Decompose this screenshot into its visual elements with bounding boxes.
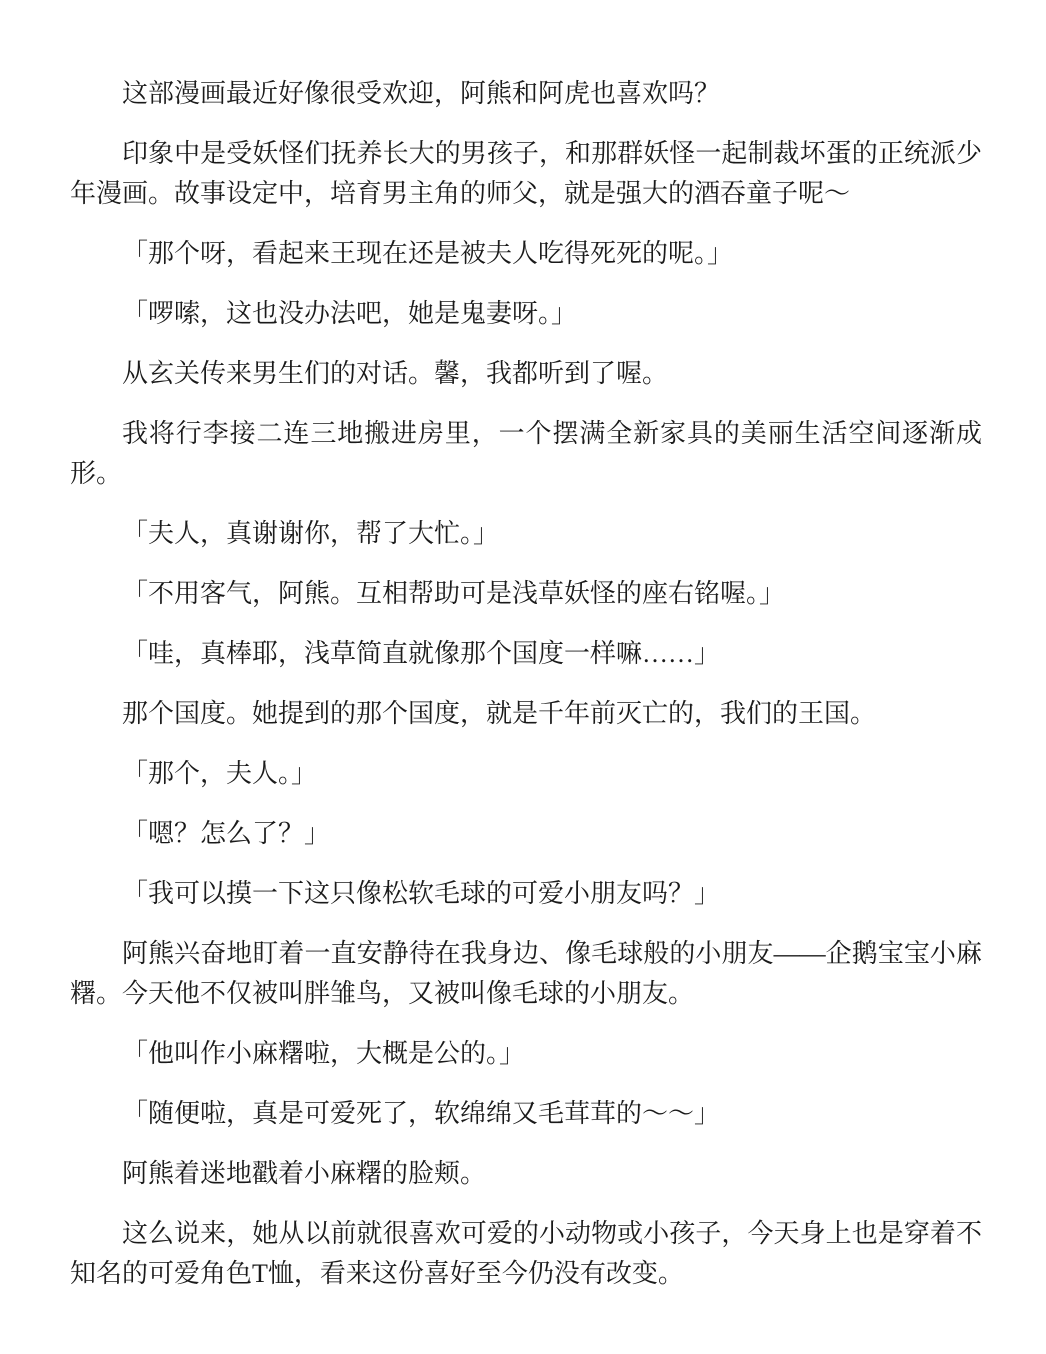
paragraph: 那个国度。她提到的那个国度，就是千年前灭亡的，我们的王国。 [122,699,877,728]
paragraph: 这部漫画最近好像很受欢迎，阿熊和阿虎也喜欢吗？ [122,79,721,108]
paragraph: 「我可以摸一下这只像松软毛球的可爱小朋友吗？」 [122,879,721,908]
paragraph: 「那个呀，看起来王现在还是被夫人吃得死死的呢。」 [122,239,734,268]
paragraph: 「随便啦，真是可爱死了，软绵绵又毛茸茸的～～」 [122,1099,721,1128]
paragraph: 「夫人，真谢谢你，帮了大忙。」 [122,519,500,548]
paragraph: 从玄关传来男生们的对话。馨，我都听到了喔。 [122,359,669,388]
paragraph: 「他叫作小麻糬啦，大概是公的。」 [122,1039,526,1068]
page-content [70,74,982,1294]
paragraph: 阿熊兴奋地盯着一直安静待在我身边、像毛球般的小朋友——企鹅宝宝小麻糬。今天他不仅被叫胖雏鸟，又被叫像毛球的小朋友。 [70,939,982,1008]
paragraph: 「哇，真棒耶，浅草简直就像那个国度一样嘛……」 [122,639,721,668]
paragraph: 「啰嗦，这也没办法吧，她是鬼妻呀。」 [122,299,578,328]
paragraph: 这么说来，她从以前就很喜欢可爱的小动物或小孩子，今天身上也是穿着不知名的可爱角色T恤，看来这份喜好至今仍没有改变。 [70,1219,982,1288]
paragraph: 「嗯？怎么了？」 [122,819,331,848]
paragraph: 「不用客气，阿熊。互相帮助可是浅草妖怪的座右铭喔。」 [122,579,786,608]
paragraph: 「那个，夫人。」 [122,759,318,788]
paragraph: 阿熊着迷地戳着小麻糬的脸颊。 [122,1159,487,1188]
paragraph: 印象中是受妖怪们抚养长大的男孩子，和那群妖怪一起制裁坏蛋的正统派少年漫画。故事设定中，培育男主角的师父，就是强大的酒吞童子呢～ [70,139,982,208]
paragraph: 我将行李接二连三地搬进房里，一个摆满全新家具的美丽生活空间逐渐成形。 [70,419,982,488]
